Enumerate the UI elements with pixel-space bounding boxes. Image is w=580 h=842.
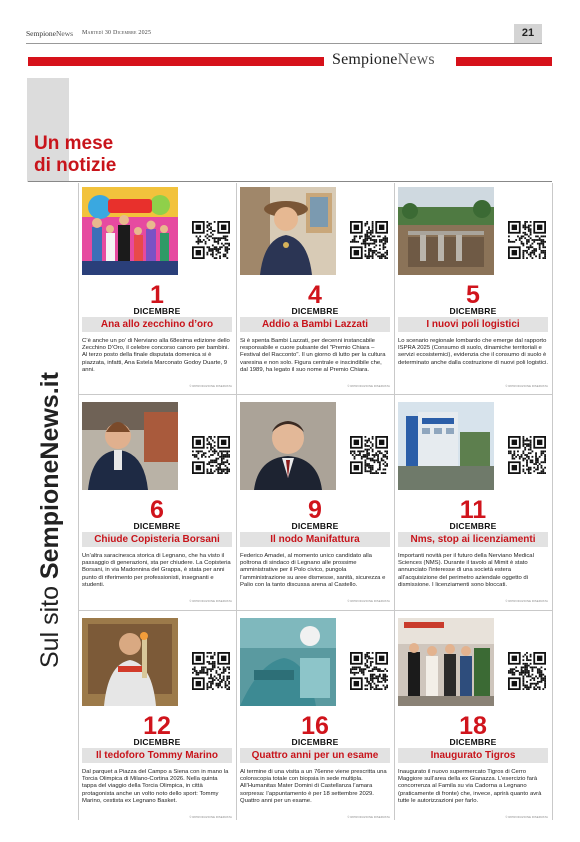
article-title: Il nodo Manifattura	[240, 532, 390, 547]
article-body: Lo scenario regionale lombardo che emerge dal rapporto ISPRA 2025 (Consumo di suolo, dinamiche territoriali e servizi ecosistemici), evidenzia che il consumo di suolo è determinato anche dalla costruzione di nuovi poli logistici.	[398, 338, 548, 366]
page-number: 21	[514, 24, 542, 43]
section-title-line1: Un mese	[34, 133, 114, 154]
news-article	[82, 618, 232, 823]
header-brand-a: Sempione	[26, 29, 56, 38]
qr-code-icon[interactable]	[192, 221, 230, 259]
grid-divider	[78, 610, 552, 611]
copyright-note: © RIPRODUZIONE RISERVATA	[347, 599, 390, 603]
qr-code-icon[interactable]	[350, 436, 388, 474]
article-body: Dal parquet a Piazza del Campo a Siena con in mano la Torcia Olimpica di Milano-Cortina 2026. Nella quinta tappa del viaggio della Torcia Olimpica, in città protagonista anche un volto noto dello sport: Tommy Marino, cestista ex Legnano Basket.	[82, 769, 229, 804]
grid-divider	[78, 183, 79, 820]
red-band-left	[28, 57, 324, 66]
copyright-note: © RIPRODUZIONE RISERVATA	[347, 815, 390, 819]
header-brand	[26, 29, 73, 38]
article-photo	[240, 187, 336, 275]
article-body: Federico Amadei, al momento unico candidato alla poltrona di sindaco di Legnano alle prossime amministrative per il Polo civico, pungola l’amministrazione su aree dismesse, sanità, sicurezza e Palio con la tanto discussa arena al Castello.	[240, 553, 386, 588]
news-article	[398, 618, 548, 823]
article-body: Al termine di una visita a un 76enne viene prescritta una colonscopia totale con biopsia in sede multipla. All’Humanitas Mater Domini di Castellanza l’amara sorpresa: l’appuntamento è per 18 settembre 2029. Quattro anni per un esame.	[240, 769, 387, 804]
qr-code-icon[interactable]	[192, 436, 230, 474]
masthead-brand	[332, 51, 435, 69]
article-day: 18	[459, 712, 487, 740]
qr-code-icon[interactable]	[350, 652, 388, 690]
news-article	[240, 187, 390, 392]
side-text-a: Sul sito	[36, 579, 64, 668]
article-title: Inaugurato Tigros	[398, 748, 548, 763]
news-article	[398, 187, 548, 392]
section-rule	[28, 181, 552, 182]
article-body: Si è spenta Bambi Lazzati, per decenni instancabile responsabile e cuore pulsante del "Premio Chiara – Festival del Racconto". Il un giorno di lutto per la cultura varesina e non solo. Figura centrale e inscindibile che, dal 1989, ha legato il suo nome al Premio Chiara.	[240, 338, 386, 373]
copyright-note: © RIPRODUZIONE RISERVATA	[347, 384, 390, 388]
article-day: 9	[308, 496, 322, 524]
article-photo	[398, 402, 494, 490]
grid-divider	[78, 394, 552, 395]
article-month: DICEMBRE	[449, 521, 497, 531]
grid-divider	[236, 183, 237, 820]
article-month: DICEMBRE	[133, 521, 181, 531]
article-title: Quattro anni per un esame	[240, 748, 390, 763]
qr-code-icon[interactable]	[508, 436, 546, 474]
copyright-note: © RIPRODUZIONE RISERVATA	[505, 599, 548, 603]
article-month: DICEMBRE	[291, 521, 339, 531]
page-header	[26, 24, 542, 44]
article-month: DICEMBRE	[133, 737, 181, 747]
copyright-note: © RIPRODUZIONE RISERVATA	[189, 815, 232, 819]
article-body: Inaugurato il nuovo supermercato Tigros di Cerro Maggiore sull’area della ex Gianazza. L’esercizio farà concorrenza al Famila su via Cadorna a Legnano (praticamente di fronte) che, invece, aprirà quanto avrà tutte le autorizzazioni per farlo.	[398, 769, 542, 804]
article-month: DICEMBRE	[449, 737, 497, 747]
article-title: Il tedoforo Tommy Marino	[82, 748, 232, 763]
article-day: 12	[143, 712, 171, 740]
news-article	[398, 402, 548, 607]
section-title	[34, 133, 174, 177]
news-article	[240, 402, 390, 607]
article-month: DICEMBRE	[291, 306, 339, 316]
grid-divider	[394, 183, 395, 820]
copyright-note: © RIPRODUZIONE RISERVATA	[189, 384, 232, 388]
news-article	[82, 402, 232, 607]
article-photo	[398, 187, 494, 275]
article-photo	[240, 402, 336, 490]
article-month: DICEMBRE	[449, 306, 497, 316]
article-photo	[82, 618, 178, 706]
copyright-note: © RIPRODUZIONE RISERVATA	[189, 599, 232, 603]
article-photo	[240, 618, 336, 706]
article-photo	[398, 618, 494, 706]
article-month: DICEMBRE	[291, 737, 339, 747]
qr-code-icon[interactable]	[508, 652, 546, 690]
article-body: Importanti novità per il futuro della Nerviano Medical Sciences (NMS). Durante il tavolo al Mimit è stato annunciato l’interesse di una società estera all’acquisizione del perimetro aziendale oggetto di dismissione. I licenziamenti sono bloccati.	[398, 553, 534, 588]
qr-code-icon[interactable]	[192, 652, 230, 690]
article-title: Nms, stop ai licenziamenti	[398, 532, 548, 547]
masthead-brand-b: News	[397, 51, 435, 68]
article-day: 1	[150, 281, 164, 309]
news-article	[240, 618, 390, 823]
article-day: 16	[301, 712, 329, 740]
article-month: DICEMBRE	[133, 306, 181, 316]
news-article	[82, 187, 232, 392]
header-brand-b: News	[56, 29, 74, 38]
copyright-note: © RIPRODUZIONE RISERVATA	[505, 384, 548, 388]
article-day: 5	[466, 281, 480, 309]
copyright-note: © RIPRODUZIONE RISERVATA	[505, 815, 548, 819]
qr-code-icon[interactable]	[508, 221, 546, 259]
article-title: I nuovi poli logistici	[398, 317, 548, 332]
section-title-line2: di notizie	[34, 155, 117, 176]
article-photo	[82, 402, 178, 490]
grid-divider	[552, 183, 553, 820]
qr-code-icon[interactable]	[350, 221, 388, 259]
red-band-right	[456, 57, 552, 66]
side-text-b: SempioneNews.it	[36, 372, 64, 580]
article-body: C’è anche un po’ di Nerviano alla 68esima edizione dello Zecchino D’Oro, il celebre concorso canoro per bambini. Al terzo posto della finale disputata domenica si è piazzata, infatti, Ana Estela Marconato Godoy Duarte, 9 anni.	[82, 338, 230, 373]
article-title: Addio a Bambi Lazzati	[240, 317, 390, 332]
article-title: Ana allo zecchino d’oro	[82, 317, 232, 332]
article-day: 6	[150, 496, 164, 524]
article-day: 4	[308, 281, 322, 309]
header-date: Martedì 30 Dicembre 2025	[82, 30, 152, 36]
masthead-brand-a: Sempione	[332, 51, 398, 68]
article-title: Chiude Copisteria Borsani	[82, 532, 232, 547]
article-body: Un’altra saracinesca storica di Legnano, che ha visto il passaggio di generazioni, sta per chiudere. La Copisteria Borsani, in via Madonnina del Grappa, è stata per anni punto di riferimento per professionisti, insegnanti e studenti.	[82, 553, 231, 588]
article-photo	[82, 187, 178, 275]
article-day: 11	[459, 496, 487, 524]
side-site-text	[36, 372, 65, 668]
